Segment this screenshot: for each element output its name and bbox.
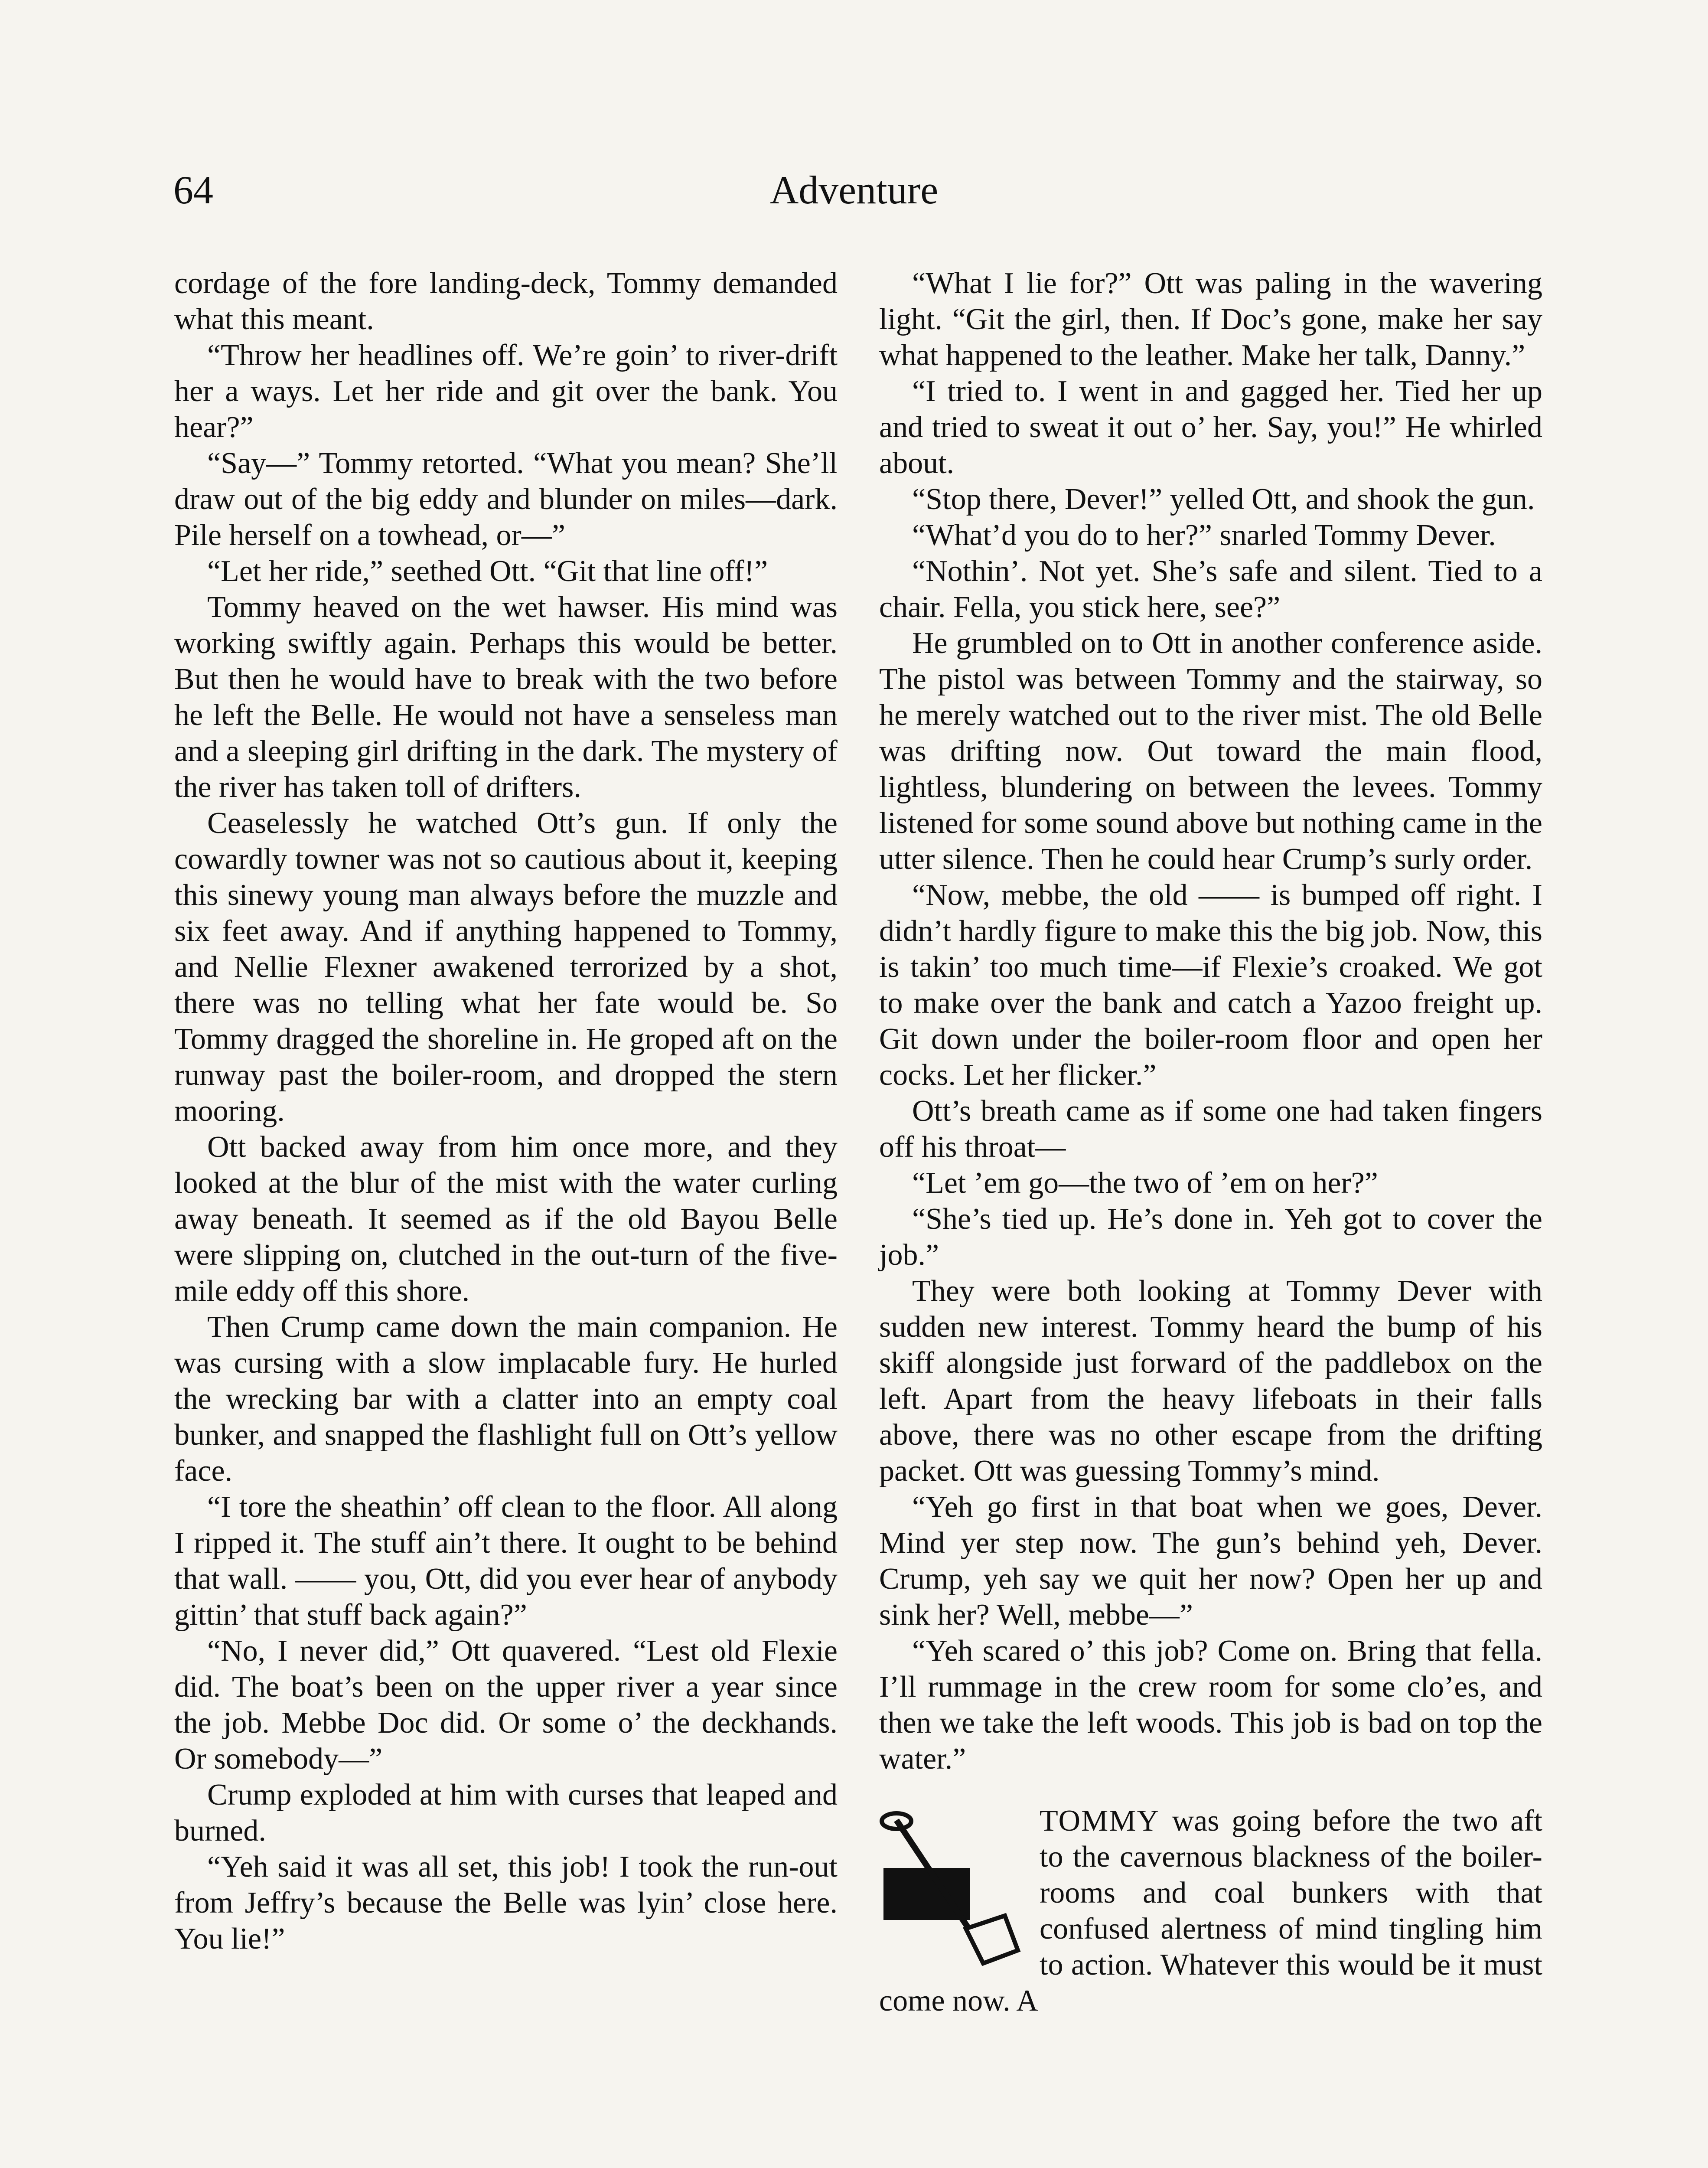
paragraph: “Throw her headlines off. We’re goin’ to river-drift her a ways. Let her ride and git over the bank. You hear?” xyxy=(174,339,838,444)
paragraph: “Nothin’. Not yet. She’s safe and silent. Tied to a chair. Fella, you stick here, see?” xyxy=(879,555,1542,624)
paragraph: “She’s tied up. He’s done in. Yeh got to cover the job.” xyxy=(879,1202,1542,1272)
section-break xyxy=(879,1803,1542,2019)
section-opener-word: TOMMY xyxy=(1040,1804,1160,1838)
page-number: 64 xyxy=(173,168,213,212)
right-column xyxy=(879,265,1542,2019)
paragraph: “Let her ride,” seethed Ott. “Git that line off!” xyxy=(207,555,768,588)
paragraph: “Yeh go first in that boat when we goes, Dever. Mind yer step now. The gun’s behind yeh, Dever. Crump, yeh say we quit her now? Open her up and sink her? Well, mebbe—” xyxy=(879,1490,1542,1632)
paragraph: “Let ’em go—the two of ’em on her?” xyxy=(912,1166,1378,1200)
paragraph: Tommy heaved on the wet hawser. His mind was working swiftly again. Perhaps this would be better. But then he would have to break with the two before he left the Belle. He would not have a senseless man and a sleeping girl drifting in the dark. The mystery of the river has taken toll of drifters. xyxy=(174,591,838,804)
paragraph: Ceaselessly he watched Ott’s gun. If only the cowardly towner was not so cautious about it, keeping this sinewy young man always before the muzzle and six feet away. And if anything happened to Tommy, and Nellie Flexner awakened terrorized by a shot, there was no telling what her fate would be. So Tommy dragged the shoreline in. He groped aft on the runway past the boiler-room, and dropped the stern mooring. xyxy=(174,806,838,1128)
paragraph: “Now, mebbe, the old —— is bumped off right. I didn’t hardly figure to make this the big job. Now, this is takin’ too much time—if Flexie’s croaked. We got to make over the bank and catch a Yazoo freight up. Git down under the boiler-room floor and open her cocks. Let her flicker.” xyxy=(879,878,1542,1092)
paragraph: They were both looking at Tommy Dever with sudden new interest. Tommy heard the bump of his skiff alongside just forward of the paddlebox on the left. Apart from the heavy lifeboats in their falls above, there was no other escape from the drifting packet. Ott was guessing Tommy’s mind. xyxy=(879,1274,1542,1488)
paragraph: “What’d you do to her?” snarled Tommy Dever. xyxy=(912,519,1496,552)
section-opening-text: was going before the two aft to the cavernous blackness of the boiler-rooms and coal bunkers with that confused alertness of mind tingling him to action. Whatever this would be it must come now. A xyxy=(879,1804,1542,2018)
paragraph: cordage of the fore landing-deck, Tommy demanded what this meant. xyxy=(174,267,838,336)
paragraph: “Stop there, Dever!” yelled Ott, and shook the gun. xyxy=(912,483,1535,516)
paragraph: “No, I never did,” Ott quavered. “Lest old Flexie did. The boat’s been on the upper river a year since the job. Mebbe Doc did. Or some o’ the deckhands. Or somebody—” xyxy=(174,1634,838,1776)
paragraph: He grumbled on to Ott in another conference aside. The pistol was between Tommy and the stairway, so he merely watched out to the river mist. The old Belle was drifting now. Out toward the main flood, lightless, blundering on between the levees. Tommy listened for some sound above but nothing came in the utter silence. Then he could hear Crump’s surly order. xyxy=(879,627,1542,876)
paragraph: Ott backed away from him once more, and they looked at the blur of the mist with the water curling away beneath. It seemed as if the old Bayou Belle were slipping on, clutched in the out-turn of the five-mile eddy off this shore. xyxy=(174,1130,838,1308)
paragraph: Crump exploded at him with curses that leaped and burned. xyxy=(174,1778,838,1848)
paragraph: “What I lie for?” Ott was paling in the wavering light. “Git the girl, then. If Doc’s gone, make her say what happened to the leather. Make her talk, Danny.” xyxy=(879,267,1542,372)
running-head-title: Adventure xyxy=(769,168,939,212)
shovel-and-block-ornament-icon xyxy=(879,1807,1027,1972)
paragraph: “I tried to. I went in and gagged her. Tied her up and tried to sweat it out o’ her. Say, you!” He whirled about. xyxy=(879,375,1542,480)
paragraph: Then Crump came down the main companion. He was cursing with a slow implacable fury. He hurled the wrecking bar with a clatter into an empty coal bunker, and snapped the flashlight full on Ott’s yellow face. xyxy=(174,1310,838,1488)
paragraph: “Say—” Tommy retorted. “What you mean? She’ll draw out of the big eddy and blunder on miles—dark. Pile herself on a towhead, or—” xyxy=(174,447,838,552)
paragraph: “Yeh said it was all set, this job! I took the run-out from Jeffry’s because the Belle was lyin’ close here. You lie!” xyxy=(174,1850,838,1956)
paragraph: “Yeh scared o’ this job? Come on. Bring that fella. I’ll rummage in the crew room for some clo’es, and then we take the left woods. This job is bad on top the water.” xyxy=(879,1634,1542,1776)
paragraph: Ott’s breath came as if some one had taken fingers off his throat— xyxy=(879,1094,1542,1164)
left-column xyxy=(174,265,838,1957)
paragraph: “I tore the sheathin’ off clean to the floor. All along I ripped it. The stuff ain’t there. It ought to be behind that wall. —— you, Ott, did you ever hear of anybody gittin’ that stuff back again?” xyxy=(174,1490,838,1632)
